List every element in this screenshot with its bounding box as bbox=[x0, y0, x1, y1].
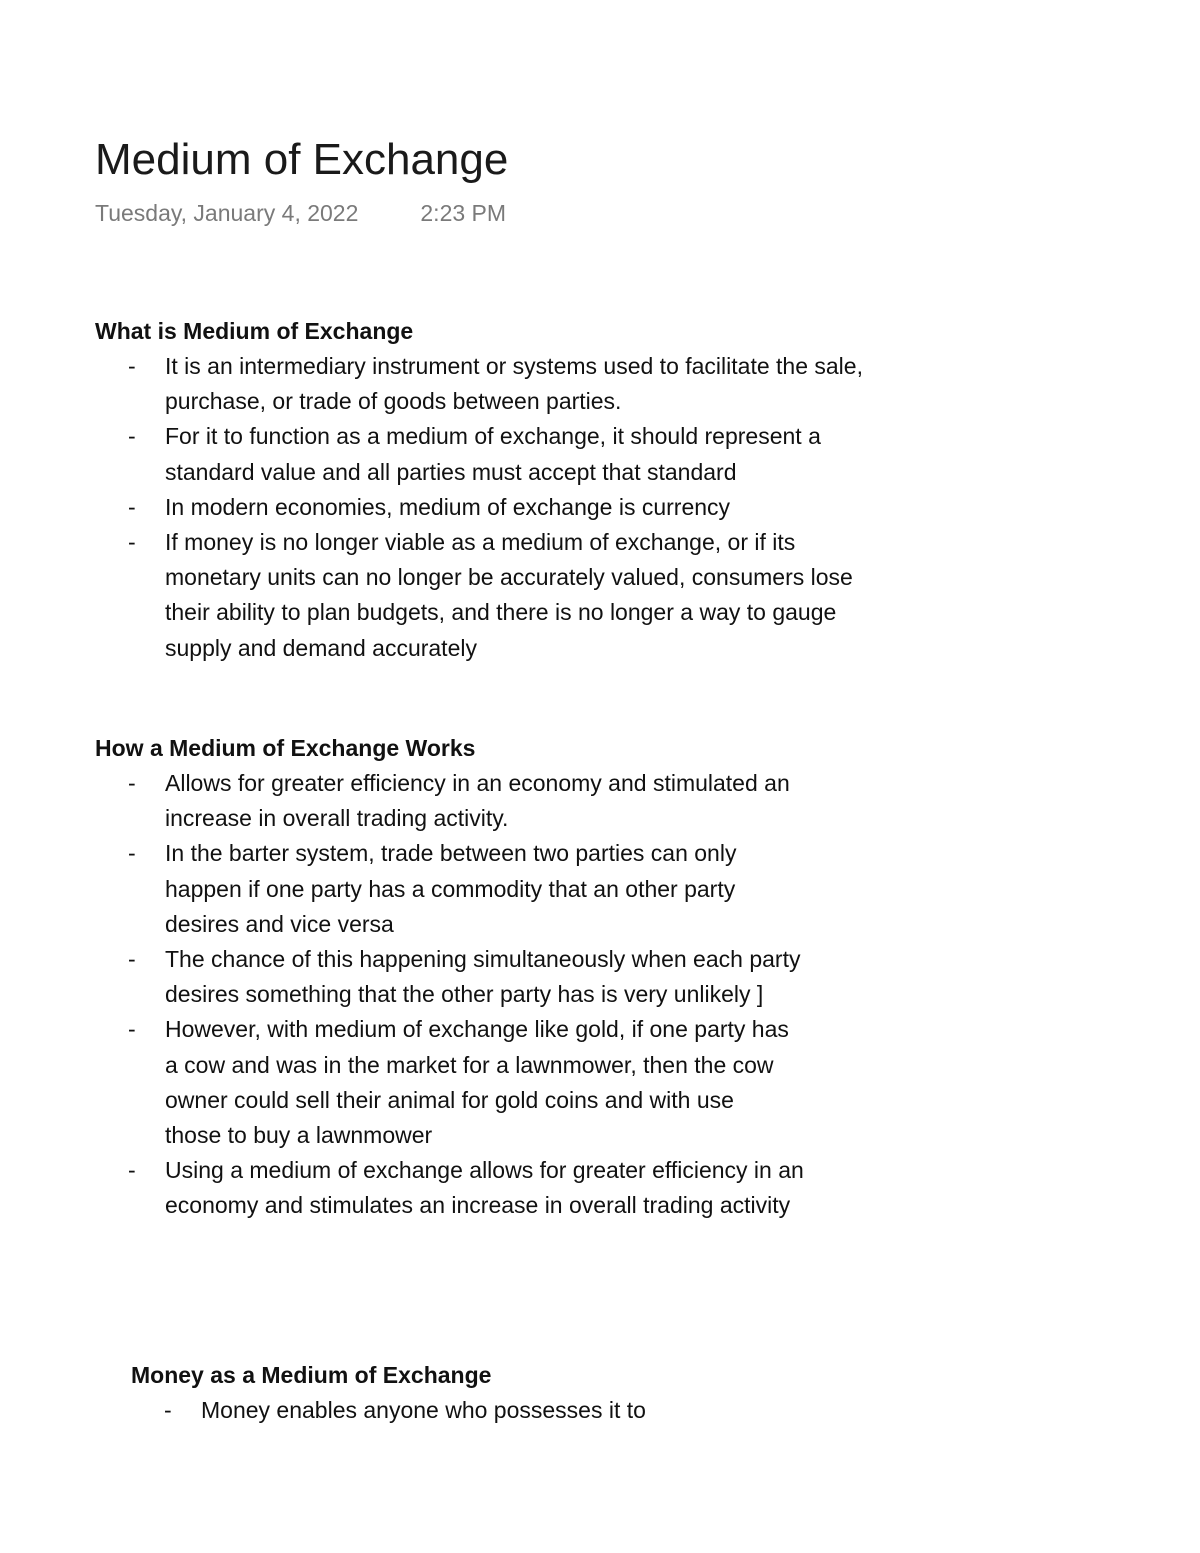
section-money bbox=[131, 1358, 931, 1428]
bullet-marker: - bbox=[128, 946, 136, 973]
bullet-marker: - bbox=[128, 423, 136, 450]
bullet-list bbox=[95, 766, 895, 1224]
bullet-marker: - bbox=[128, 493, 136, 520]
bullet-marker: - bbox=[128, 529, 136, 556]
list-item: - Money enables anyone who possesses it to bbox=[131, 1393, 851, 1428]
list-item: - In the barter system, trade between two parties can only happen if one party has a commodity that an other party desires and vice versa bbox=[95, 836, 815, 942]
bullet-list bbox=[131, 1393, 931, 1428]
list-item: - For it to function as a medium of exchange, it should represent a standard value and all parties must accept that standard bbox=[95, 419, 895, 489]
list-item: - However, with medium of exchange like gold, if one party has a cow and was in the market for a lawnmower, then the cow owner could sell their animal for gold coins and with use those to buy a lawnmower bbox=[95, 1012, 795, 1153]
list-item: - It is an intermediary instrument or systems used to facilitate the sale, purchase, or trade of goods between parties. bbox=[95, 349, 895, 419]
bullet-marker: - bbox=[128, 1157, 136, 1184]
page-title: Medium of Exchange bbox=[95, 135, 509, 184]
list-item: - Allows for greater efficiency in an economy and stimulated an increase in overall trading activity. bbox=[95, 766, 815, 836]
bullet-marker: - bbox=[128, 770, 136, 796]
bullet-marker: - bbox=[128, 1016, 136, 1043]
list-item: - The chance of this happening simultaneously when each party desires something that the other party has is very unlikely ] bbox=[95, 942, 815, 1012]
list-item: - In modern economies, medium of exchange is currency bbox=[95, 490, 895, 525]
bullet-marker: - bbox=[164, 1397, 172, 1423]
list-item: - If money is no longer viable as a medium of exchange, or if its monetary units can no longer be accurately valued, consumers lose their ability to plan budgets, and there is no longer a way to gauge supply and demand accurately bbox=[95, 525, 895, 666]
section-heading: How a Medium of Exchange Works bbox=[95, 735, 476, 761]
page-cutoff bbox=[0, 1432, 1200, 1553]
section-how-it-works bbox=[95, 731, 895, 1224]
page-dateline bbox=[95, 198, 506, 228]
section-heading: Money as a Medium of Exchange bbox=[131, 1362, 492, 1388]
bullet-list bbox=[95, 349, 895, 666]
page-time: 2:23 PM bbox=[420, 200, 507, 226]
list-item: - Using a medium of exchange allows for greater efficiency in an economy and stimulates an increase in overall trading activity bbox=[95, 1153, 815, 1223]
section-heading: What is Medium of Exchange bbox=[95, 318, 414, 344]
bullet-marker: - bbox=[128, 840, 136, 867]
section-what-is bbox=[95, 314, 895, 666]
page-date: Tuesday, January 4, 2022 bbox=[95, 200, 359, 226]
bullet-marker: - bbox=[128, 353, 136, 379]
